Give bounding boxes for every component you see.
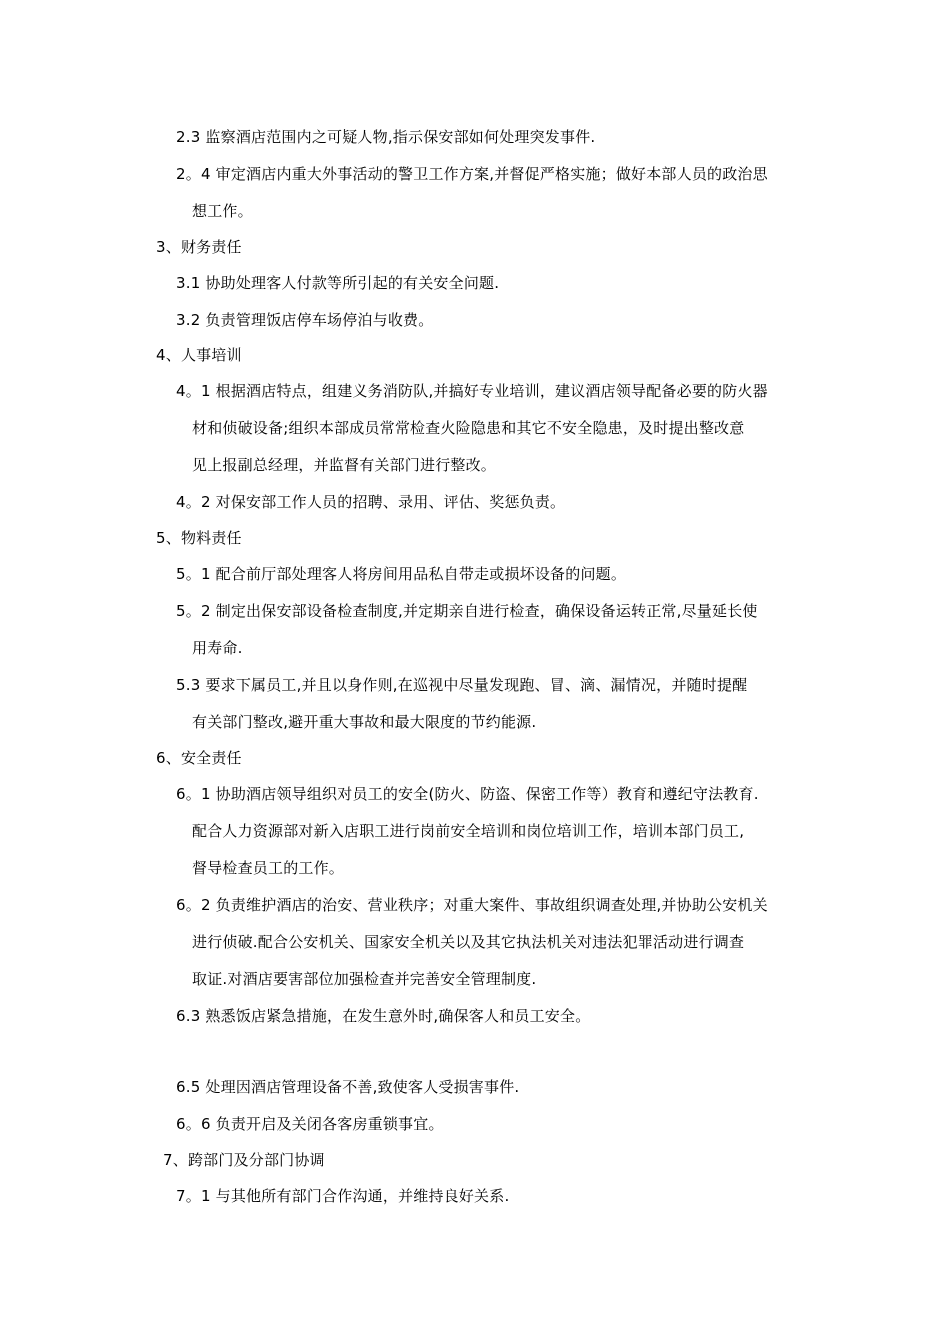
paragraph-3-1: 3.1 协助处理客人付款等所引起的有关安全问题. — [176, 274, 500, 292]
paragraph-5-3: 5.3 要求下属员工,并且以身作则,在巡视中尽量发现跑、冒、滴、漏情况，并随时提醒 — [176, 676, 748, 694]
paragraph-6-2-cont1: 进行侦破.配合公安机关、国家安全机关以及其它执法机关对违法犯罪活动进行调查 — [192, 933, 745, 951]
section-heading-4: 4、人事培训 — [156, 346, 242, 364]
paragraph-6-2-cont2: 取证.对酒店要害部位加强检查并完善安全管理制度. — [192, 970, 537, 988]
paragraph-5-3-cont: 有关部门整改,避开重大事故和最大限度的节约能源. — [192, 713, 537, 731]
paragraph-6-3: 6.3 熟悉饭店紧急措施，在发生意外时,确保客人和员工安全。 — [176, 1007, 591, 1025]
paragraph-4-1: 4。1 根据酒店特点，组建义务消防队,并搞好专业培训，建议酒店领导配备必要的防火器 — [176, 382, 768, 400]
paragraph-2-3: 2.3 监察酒店范围内之可疑人物,指示保安部如何处理突发事件. — [176, 128, 596, 146]
section-heading-7: 7、跨部门及分部门协调 — [163, 1151, 325, 1169]
paragraph-6-1: 6。1 协助酒店领导组织对员工的安全(防火、防盗、保密工作等）教育和遵纪守法教育. — [176, 785, 759, 803]
paragraph-6-1-cont2: 督导检查员工的工作。 — [192, 859, 345, 877]
paragraph-6-2: 6。2 负责维护酒店的治安、营业秩序；对重大案件、事故组织调查处理,并协助公安机关 — [176, 896, 768, 914]
paragraph-6-6: 6。6 负责开启及关闭各客房重锁事宜。 — [176, 1115, 444, 1133]
section-heading-3: 3、财务责任 — [156, 238, 242, 256]
paragraph-2-4: 2。4 审定酒店内重大外事活动的警卫工作方案,并督促严格实施；做好本部人员的政治思 — [176, 165, 768, 183]
paragraph-5-2: 5。2 制定出保安部设备检查制度,并定期亲自进行检查，确保设备运转正常,尽量延长使 — [176, 602, 758, 620]
paragraph-4-2: 4。2 对保安部工作人员的招聘、录用、评估、奖惩负责。 — [176, 493, 566, 511]
paragraph-4-1-cont1: 材和侦破设备;组织本部成员常常检查火险隐患和其它不安全隐患，及时提出整改意 — [192, 419, 745, 437]
section-heading-5: 5、物料责任 — [156, 529, 242, 547]
paragraph-5-1: 5。1 配合前厅部处理客人将房间用品私自带走或损坏设备的问题。 — [176, 565, 627, 583]
paragraph-6-5: 6.5 处理因酒店管理设备不善,致使客人受损害事件. — [176, 1078, 520, 1096]
paragraph-4-1-cont2: 见上报副总经理，并监督有关部门进行整改。 — [192, 456, 497, 474]
paragraph-7-1: 7。1 与其他所有部门合作沟通，并维持良好关系. — [176, 1187, 510, 1205]
paragraph-5-2-cont: 用寿命. — [192, 639, 243, 657]
section-heading-6: 6、安全责任 — [156, 749, 242, 767]
paragraph-6-1-cont1: 配合人力资源部对新入店职工进行岗前安全培训和岗位培训工作，培训本部门员工, — [192, 822, 745, 840]
paragraph-3-2: 3.2 负责管理饭店停车场停泊与收费。 — [176, 311, 434, 329]
paragraph-2-4-cont: 想工作。 — [192, 202, 253, 220]
